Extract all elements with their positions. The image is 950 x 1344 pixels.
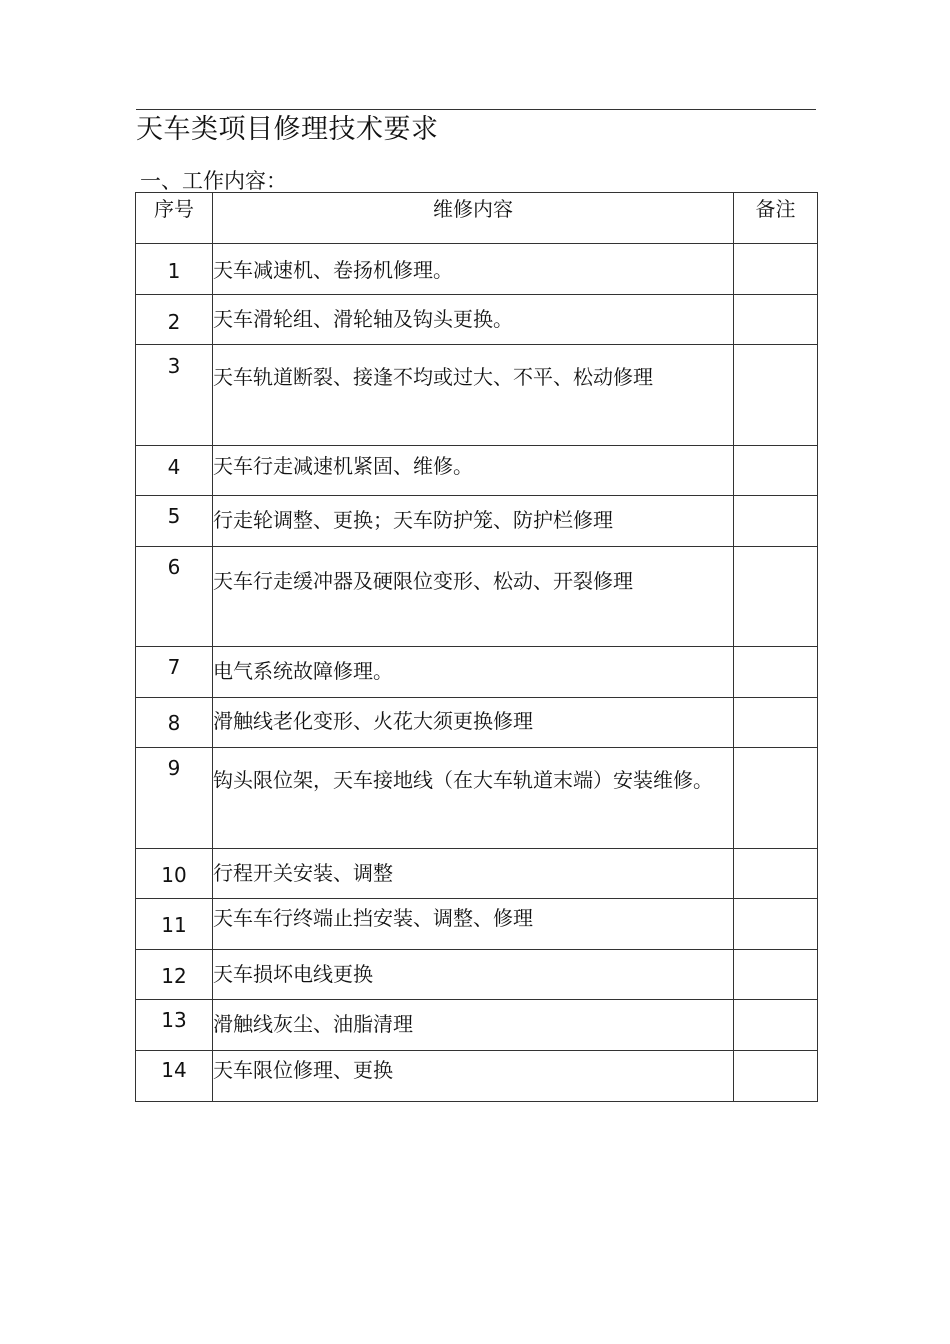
row-content bbox=[213, 345, 734, 446]
row-content: 行走轮调整、更换；天车防护笼、防护栏修理 bbox=[213, 496, 734, 547]
table-row bbox=[136, 244, 818, 295]
row-number: 13 bbox=[136, 1000, 213, 1051]
row-content bbox=[213, 748, 734, 849]
row-content-text: 天车轨道断裂、接逢不均或过大、不平、松动修理 bbox=[213, 365, 653, 389]
row-number: 9 bbox=[136, 748, 213, 849]
row-number: 6 bbox=[136, 547, 213, 647]
header-content: 维修内容 bbox=[213, 193, 734, 244]
row-content-text: 钩头限位架，天车接地线（在大车轨道末端）安装维修。 bbox=[213, 768, 713, 792]
row-note bbox=[734, 1051, 818, 1102]
row-number: 5 bbox=[136, 496, 213, 547]
table-header-row bbox=[136, 193, 818, 244]
row-note bbox=[734, 950, 818, 1000]
row-content: 行程开关安装、调整 bbox=[213, 849, 734, 899]
table-row bbox=[136, 295, 818, 345]
row-note bbox=[734, 748, 818, 849]
table-row bbox=[136, 950, 818, 1000]
row-content: 天车行走减速机紧固、维修。 bbox=[213, 446, 734, 496]
row-note bbox=[734, 849, 818, 899]
row-content: 电气系统故障修理。 bbox=[213, 647, 734, 698]
row-content: 天车减速机、卷扬机修理。 bbox=[213, 244, 734, 295]
row-number: 11 bbox=[136, 899, 213, 950]
row-number: 1 bbox=[136, 244, 213, 295]
row-number: 7 bbox=[136, 647, 213, 698]
table-row bbox=[136, 496, 818, 547]
row-content: 天车限位修理、更换 bbox=[213, 1051, 734, 1102]
table-row bbox=[136, 647, 818, 698]
row-number: 2 bbox=[136, 295, 213, 345]
row-content: 天车车行终端止挡安装、调整、修理 bbox=[213, 899, 734, 950]
row-note bbox=[734, 698, 818, 748]
row-content: 天车损坏电线更换 bbox=[213, 950, 734, 1000]
row-note bbox=[734, 647, 818, 698]
row-number: 3 bbox=[136, 345, 213, 446]
table-row bbox=[136, 748, 818, 849]
table-row bbox=[136, 849, 818, 899]
row-content: 天车行走缓冲器及硬限位变形、松动、开裂修理 bbox=[213, 547, 734, 647]
table-row bbox=[136, 345, 818, 446]
row-number: 12 bbox=[136, 950, 213, 1000]
table-row bbox=[136, 1000, 818, 1051]
row-content: 滑触线老化变形、火花大须更换修理 bbox=[213, 698, 734, 748]
table-row bbox=[136, 899, 818, 950]
row-note bbox=[734, 899, 818, 950]
row-number: 4 bbox=[136, 446, 213, 496]
header-number: 序号 bbox=[136, 193, 213, 244]
row-note bbox=[734, 446, 818, 496]
work-content-table bbox=[135, 192, 818, 1102]
table-row bbox=[136, 698, 818, 748]
header-note: 备注 bbox=[734, 193, 818, 244]
row-content: 天车滑轮组、滑轮轴及钩头更换。 bbox=[213, 295, 734, 345]
row-note bbox=[734, 295, 818, 345]
table-row bbox=[136, 1051, 818, 1102]
row-note bbox=[734, 244, 818, 295]
row-note bbox=[734, 1000, 818, 1051]
table-row bbox=[136, 446, 818, 496]
row-content: 滑触线灰尘、油脂清理 bbox=[213, 1000, 734, 1051]
table-row bbox=[136, 547, 818, 647]
document-title: 天车类项目修理技术要求 bbox=[136, 114, 439, 145]
row-note bbox=[734, 547, 818, 647]
row-note bbox=[734, 345, 818, 446]
header-rule bbox=[136, 109, 816, 110]
section-heading: 一、工作内容： bbox=[140, 169, 287, 192]
row-number: 10 bbox=[136, 849, 213, 899]
row-number: 8 bbox=[136, 698, 213, 748]
row-number: 14 bbox=[136, 1051, 213, 1102]
row-note bbox=[734, 496, 818, 547]
